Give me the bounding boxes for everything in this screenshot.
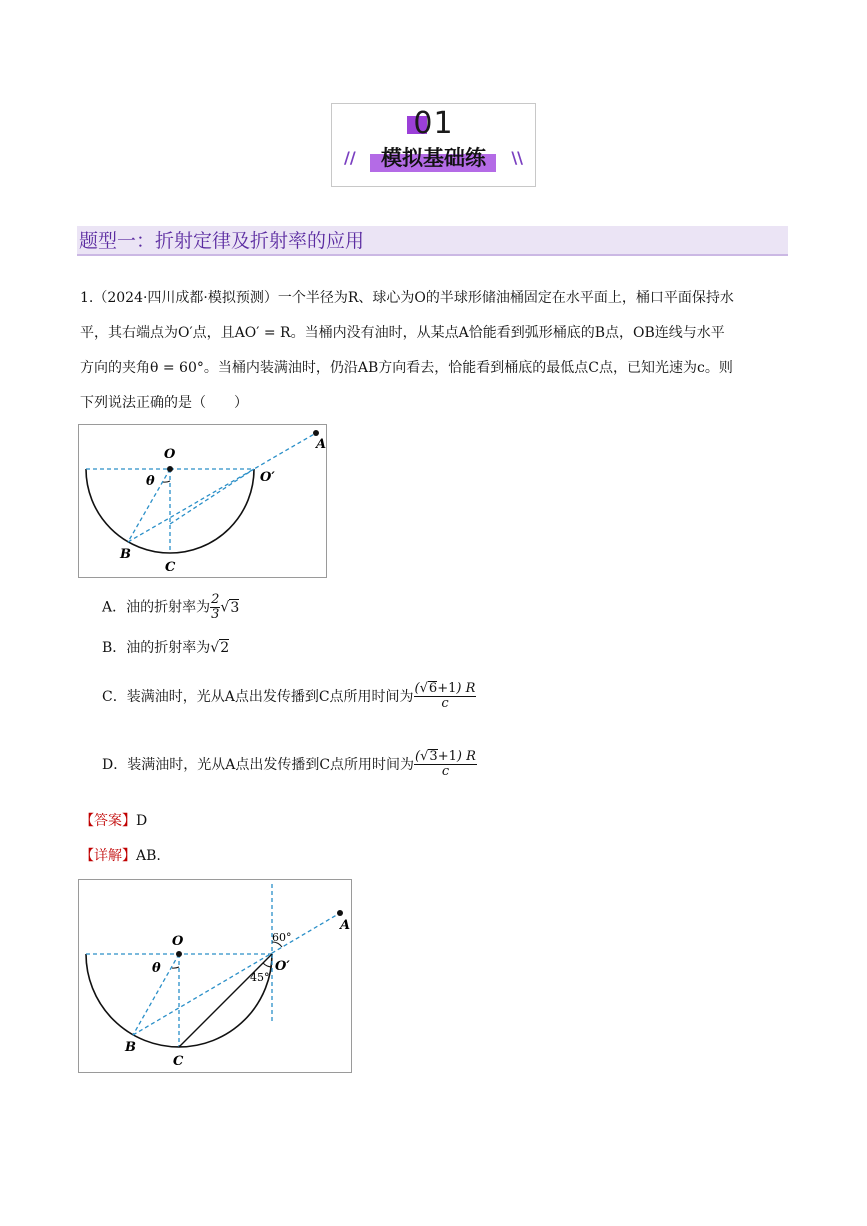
figure-2 [78,879,353,1073]
badge-slash-right: \\ [511,148,523,167]
figure-1-point-a [313,430,319,436]
option-b-radicand: 2 [220,640,230,656]
figure-1-label-c: C [165,560,176,575]
answer-line [80,810,147,830]
figure-1-label-theta: θ [146,474,155,489]
option-a-text: A．油的折射率为 [102,599,211,616]
question-line-2: 平，其右端点为O′点，且AO′ = R。当桶内没有油时，从某点A恰能看到弧形桶底的B点，OB连线与水平 [80,325,725,341]
option-d-denominator: c [441,764,450,779]
figure-2-point-o [176,951,182,957]
answer-value: D [136,813,148,829]
section-title: 题型一：折射定律及折射率的应用 [79,230,365,252]
option-a-radicand: 3 [230,599,240,616]
option-d-radicand: 3 [429,749,438,764]
explanation-tag: 【详解】 [80,848,136,864]
figure-2-point-a [337,910,343,916]
question-line-4: 下列说法正确的是（ ） [80,395,248,411]
option-d: D．装满油时，光从A点出发传播到C点所用时间为 $\frac{(√3+1) R}{c}$ [102,749,476,779]
option-c: C．装满油时，光从A点出发传播到C点所用时间为 $\frac{(√6+1) R}{c}$ [102,681,476,711]
figure-2-label-60: 60° [272,931,292,944]
section-badge [331,103,536,187]
option-c-denominator: c [441,696,449,711]
figure-1-label-a: A [316,437,327,452]
figure-1-label-oprime: O′ [260,470,275,485]
figure-1-frame [79,425,327,578]
answer-tag: 【答案】 [80,813,136,829]
figure-2-label-b: B [125,1040,136,1055]
option-d-text: D．装满油时，光从A点出发传播到C点所用时间为 [102,757,415,773]
figure-2-label-oprime: O′ [275,959,290,974]
section-heading [77,226,788,256]
figure-2-label-c: C [173,1054,184,1069]
badge-number: 01 [413,106,454,141]
question-line-3: 方向的夹角θ = 60°。当桶内装满油时，仍沿AB方向看去，恰能看到桶底的最低点C点，已知光速为c。则 [80,360,733,376]
option-a [102,593,239,622]
option-b [102,637,229,657]
figure-2-label-45: 45° [250,971,270,984]
option-d-plus: +1 [437,749,457,764]
option-b-text: B．油的折射率为 [102,640,211,656]
badge-title: 模拟基础练 [381,146,486,170]
option-a-root-sign: √ [220,599,230,616]
figure-2-label-theta: θ [152,961,161,976]
question-line-1: 1.（2024·四川成都·模拟预测）一个半径为R、球心为O的半球形储油桶固定在水平面上，桶口平面保持水 [80,290,734,306]
option-c-radicand: 6 [428,681,438,696]
explanation-line [80,845,161,865]
figure-2-frame [79,880,352,1073]
option-b-root-sign: √ [210,640,220,656]
option-a-denominator: 3 [211,607,220,622]
figure-1-point-o [167,466,173,472]
option-a-numerator: 2 [211,592,220,607]
figure-2-label-o: O [172,934,184,949]
option-c-text: C．装满油时，光从A点出发传播到C点所用时间为 [102,689,414,705]
badge-slash-left: // [344,148,356,167]
figure-2-label-a: A [340,918,351,933]
option-c-plus: +1 [437,681,457,696]
explanation-text: AB. [136,848,161,864]
figure-1 [78,424,328,578]
option-d-r: R [466,749,476,764]
option-c-r: R [465,681,476,696]
figure-1-label-o: O [164,447,176,462]
figure-1-label-b: B [120,547,131,562]
